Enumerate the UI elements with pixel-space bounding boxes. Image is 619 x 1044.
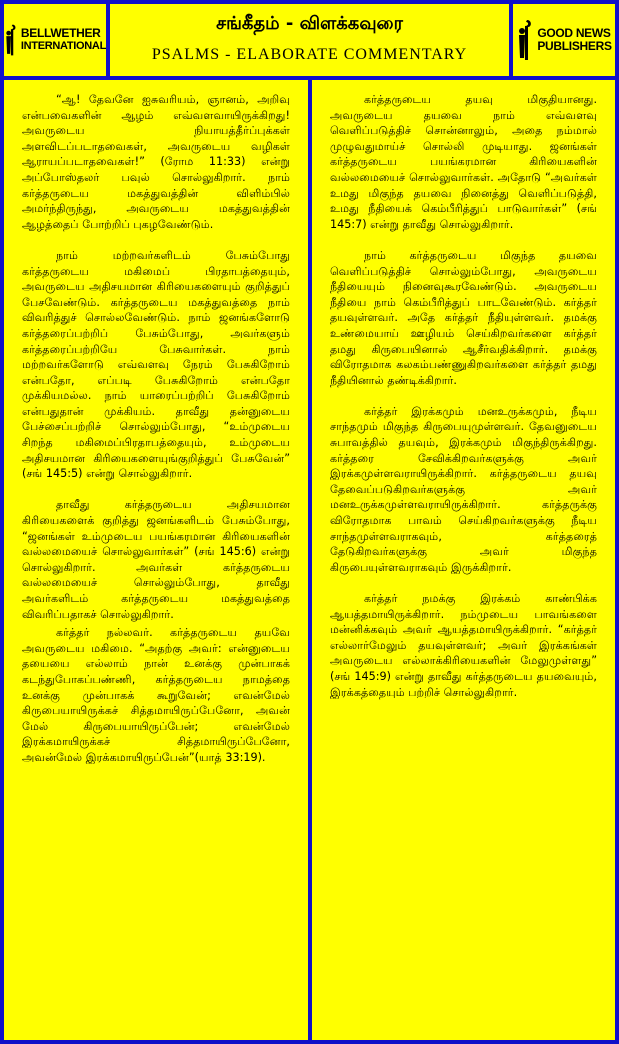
shepherd-logo-icon: [516, 18, 534, 62]
paragraph: கர்த்தர் இரக்கமும் மனஉருக்கமும், நீடிய சாந்தமும் மிகுந்த கிருபையுமுள்ளவர். தேவனுடைய சுபாவத்தில் தயவும், இரக்கமும் மிகுந்திருக்கிறது. கர்த்தரை சேவிக்கிறவர்களுக்கு அவர் இரக்கமுள்ளவராயிருக்கிறார். கர்த்தருடைய தயவு தேவைப்படுகிறவர்களுக்கு அவர் மனஉருக்கமுள்ளவராயிருக்கிறார். கர்த்தருக்கு விரோதமாக பாவம் செய்கிறவர்களுக்கு நீடிய சாந்தமுள்ளவராகவும், கர்த்தரைத் தேடுகிறவர்களுக்கு அவர் மிகுந்த கிருபையுள்ளவராகவும் இருக்கிறார்.: [330, 404, 597, 574]
logo-left-line1: BELLWETHER: [20, 26, 101, 40]
paragraph: “ஆ! தேவனே ஐசுவரியம், ஞானம், அறிவு என்பவைகளின் ஆழம் எவ்வளவாயிருக்கிறது! அவருடைய நியாயத்தீர்ப்புக்கள் அளவிடப்படாதவைகள், அவருடைய வழிகள் ஆராயப்படாதவைகள்!” (ரோம 11:33) என்று அப்போஸ்தலர் பவுல் சொல்லுகிறார். நாம் கர்த்தருடைய மகத்துவத்தின் விளிம்பில் அமர்ந்திருந்து, அவருடைய மகத்துவத்தின் ஆழத்தைப் போற்றிப் புகழவேண்டும்.: [22, 93, 290, 231]
shepherd-logo-icon: [4, 18, 18, 62]
publisher-logo-left: [4, 4, 106, 76]
logo-left-line2: INTERNATIONAL: [20, 40, 106, 52]
commentary-column-left: [4, 80, 308, 1040]
page-title-tamil: சங்கீதம் - விளக்கவுரை: [216, 13, 403, 34]
paragraph: நாம் மற்றவர்களிடம் பேசும்போது கர்த்தருடைய மகிமைப் பிரதாபத்தையும், அவருடைய அதிசயமான கிரியைகளையும் குறித்துப் பேசவேண்டும். கர்த்தருடைய மகத்துவத்தை நாம் விவரித்துச் சொல்லவேண்டும். நாம் ஜனங்களோடு கர்த்தரைப்பற்றிப் பேசும்போது, அவர்களும் கர்த்தரைப்பற்றியே பேசுவார்கள். நாம் மற்றவர்களோடு எவ்வளவு நேரம் பேசுகிறோம் என்பதோ, எப்படி பேசுகிறோம் என்பதோ முக்கியமல்ல. நாம் யாரைப்பற்றிப் பேசுகிறோம் என்பதுதான் முக்கியம். தாவீது தன்னுடைய பேச்சைப்பற்றிச் சொல்லும்போது, “உம்முடைய சிறந்த மகிமைப்பிரதாபத்தையும், உம்முடைய அதிசயமான கிரியைகளையுங்குறித்துப் பேசுவேன்” (சங் 145:5) என்று சொல்லுகிறார்.: [22, 248, 290, 481]
commentary-column-right: [312, 80, 615, 1040]
paragraph: கர்த்தருடைய தயவு மிகுதியானது. அவருடைய தயவை நாம் எவ்வளவு வெளிப்படுத்திச் சொன்னாலும், அதை நம்மால் முழுவதுமாய்ச் சொல்லி முடியாது. ஜனங்கள் கர்த்தருடைய பயங்கரமான கிரியைகளின் வல்லமையைச் சொல்லுவார்கள். அதோடு “அவர்கள் உமது மிகுந்த தயவை நினைத்து வெளிப்படுத்தி, உமது நீதியைக் கெம்பீரித்துப் பாடுவார்கள்” (சங் 145:7) என்று தாவீது சொல்லுகிறார்.: [330, 93, 597, 231]
paragraph: கர்த்தர் நல்லவர். கர்த்தருடைய தயவே அவருடைய மகிமை. “அதற்கு அவர்: என்னுடைய தயையை எல்லாம் நான் உனக்கு முன்பாகக் கடந்துபோகப்பண்ணி, கர்த்தருடைய நாமத்தை உனக்கு முன்பாகக் கூறுவேன்; எவன்மேல் கிருபையாயிருக்கச் சித்தமாயிருப்பேனோ, அவன் மேல் கிருபையாயிருப்பேன்; எவன்மேல் இரக்கமாயிருக்கச் சித்தமாயிருப்பேனோ, அவன்மேல் இரக்கமாயிருப்பேன்”(யாத் 33:19).: [22, 626, 290, 764]
publisher-logo-right: [513, 4, 615, 76]
paragraph: தாவீது கர்த்தருடைய அதிசயமான கிரியைகளைக் குறித்து ஜனங்களிடம் பேசும்போது, “ஜனங்கள் உம்முடைய பயங்கரமான கிரியைகளின் வல்லமையைச் சொல்லுவார்கள்” (சங் 145:6) என்று சொல்லுகிறார். அவர்கள் கர்த்தருடைய வல்லமையைச் சொல்லும்போது, தாவீது அவர்களிடம் கர்த்தருடைய மகத்துவத்தை விவரிப்பதாகச் சொல்லுகிறார்.: [22, 498, 290, 621]
logo-right-line1: GOOD NEWS: [537, 26, 611, 40]
logo-right-line2: PUBLISHERS: [537, 39, 612, 53]
paragraph: கர்த்தர் நமக்கு இரக்கம் காண்பிக்க ஆயத்தமாயிருக்கிறார். நம்முடைய பாவங்களை மன்னிக்கவும் அவர் ஆயத்தமாயிருக்கிறார். “கர்த்தர் எல்லார்மேலும் தயவுள்ளவர்; அவர் இரக்கங்கள் அவருடைய எல்லாக்கிரியைகளின் மேலுமுள்ளது” (சங் 145:9) என்று தாவீது கர்த்தருடைய தயவையும், இரக்கத்தையும் பற்றிச் சொல்லுகிறார்.: [330, 592, 597, 699]
paragraph: நாம் கர்த்தருடைய மிகுந்த தயவை வெளிப்படுத்திச் சொல்லும்போது, அவருடைய நீதியையும் நினைவுகூரவேண்டும். அவருடைய நீதியை நாம் கெம்பீரித்துப் பாடவேண்டும். கர்த்தர் தயவுள்ளவர். அதே கர்த்தர் நீதியுள்ளவர். தமக்கு உண்மையாய் ஊழியம் செய்கிறவர்களை கர்த்தர் தமது கிருபையினால் ஆசீர்வதிக்கிறார். தமக்கு விரோதமாக கலகம்பண்ணுகிறவர்களை கர்த்தர் தமது நீதியினால் தண்டிக்கிறார்.: [330, 248, 597, 387]
page-title-english: PSALMS - ELABORATE COMMENTARY: [151, 46, 468, 63]
page-header: [110, 4, 509, 76]
